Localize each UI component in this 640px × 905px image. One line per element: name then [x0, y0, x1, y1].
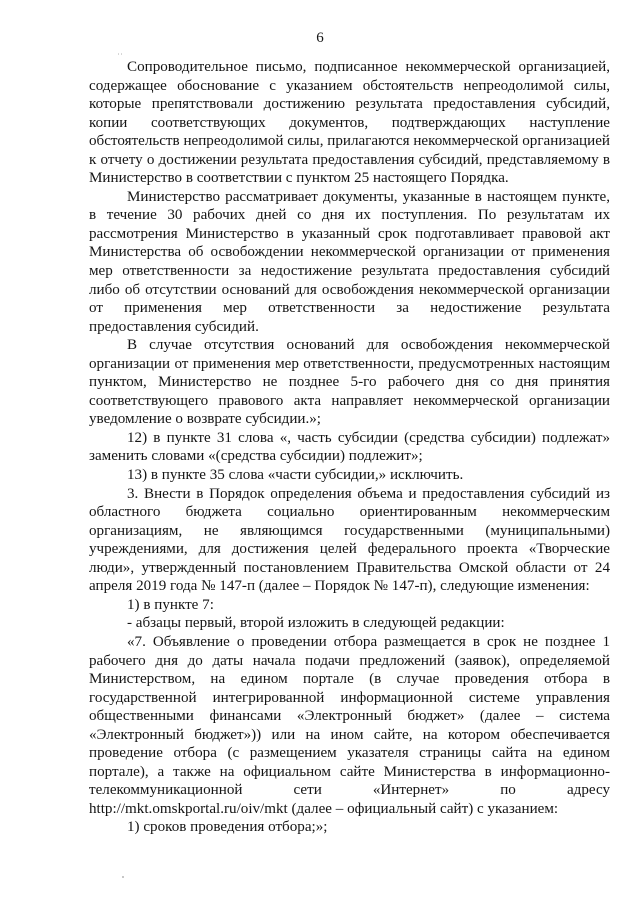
paragraph-item-13: 13) в пункте 35 слова «части субсидии,» исключить. — [127, 467, 464, 484]
paragraph-point-7-text: «7. Объявление о проведении отбора размещается в срок не позднее 1 рабочего дня до даты начала подачи предложений (заявок), определяемой Министерством, на едином портале (в случае проведения отбора в государственной интегрированной информационной системе управления общественными финансами «Электронный бюджет» (далее – система «Электронный бюджет»)) или на ином сайте, на котором обеспечивается проведение отбора (с размещением указателя страницы сайта на едином портале), а также на официальном сайте Министерства в информационно-телекоммуникационной сети «Интернет» по адресу http://mkt.omskportal.ru/oiv/mkt (далее – официальный сайт) с указанием: — [89, 633, 610, 817]
page-number: 6 — [316, 30, 324, 46]
scan-dot — [122, 876, 124, 878]
paragraph-section-3: 3. Внести в Порядок определения объема и предоставления субсидий из областного бюджета социально ориентированным некоммерческим организациям, не являющимся государственными (муниципальными) учреждениями, для достижения целей федерального проекта «Творческие люди», утвержденный постановлением Правительства Омской области от 24 апреля 2019 года № 147-п (далее – Порядок № 147-п), следующие изменения: — [89, 485, 610, 595]
paragraph-abzacy: - абзацы первый, второй изложить в следующей редакции: — [127, 615, 505, 632]
paragraph-cover-letter: Сопроводительное письмо, подписанное некоммерческой организацией, содержащее обоснование с указанием обстоятельств непреодолимой силы, которые препятствовали достижению результата предоставления субсидий, копии соответствующих документов, подтверждающих наступление обстоятельств непреодолимой силы, прилагаются некоммерческой организацией к отчету о достижении результата предоставления субсидий, представляемому в Министерство в соответствии с пунктом 25 настоящего Порядка. — [89, 59, 610, 187]
paragraph-item-12: 12) в пункте 31 слова «, часть субсидии (средства субсидии) подлежат» заменить словами «(средства субсидии) подлежит»; — [89, 429, 610, 465]
paragraph-selection-dates: 1) сроков проведения отбора;»; — [127, 819, 328, 836]
document-body — [89, 58, 610, 837]
paragraph-ministry-review: Министерство рассматривает документы, указанные в настоящем пункте, в течение 30 рабочих дней со дня их поступления. По результатам их рассмотрения Министерство в указанный срок подготавливает правовой акт Министерства об освобождении некоммерческой организации от применения мер ответственности за недостижение результата предоставления субсидий либо об отсутствии оснований для освобождения некоммерческой организации от применения мер ответственности за недостижение результата предоставления субсидий. — [89, 188, 610, 335]
paragraph-item-1-point-7: 1) в пункте 7: — [127, 596, 214, 613]
scan-artifact: ˙˙ — [117, 52, 123, 62]
paragraph-no-grounds: В случае отсутствия оснований для освобождения некоммерческой организации от применения мер ответственности, предусмотренных настоящим пунктом, Министерство не позднее 5-го рабочего дня со дня принятия соответствующего правового акта направляет некоммерческой организации уведомление о возврате субсидии.»; — [89, 337, 610, 428]
